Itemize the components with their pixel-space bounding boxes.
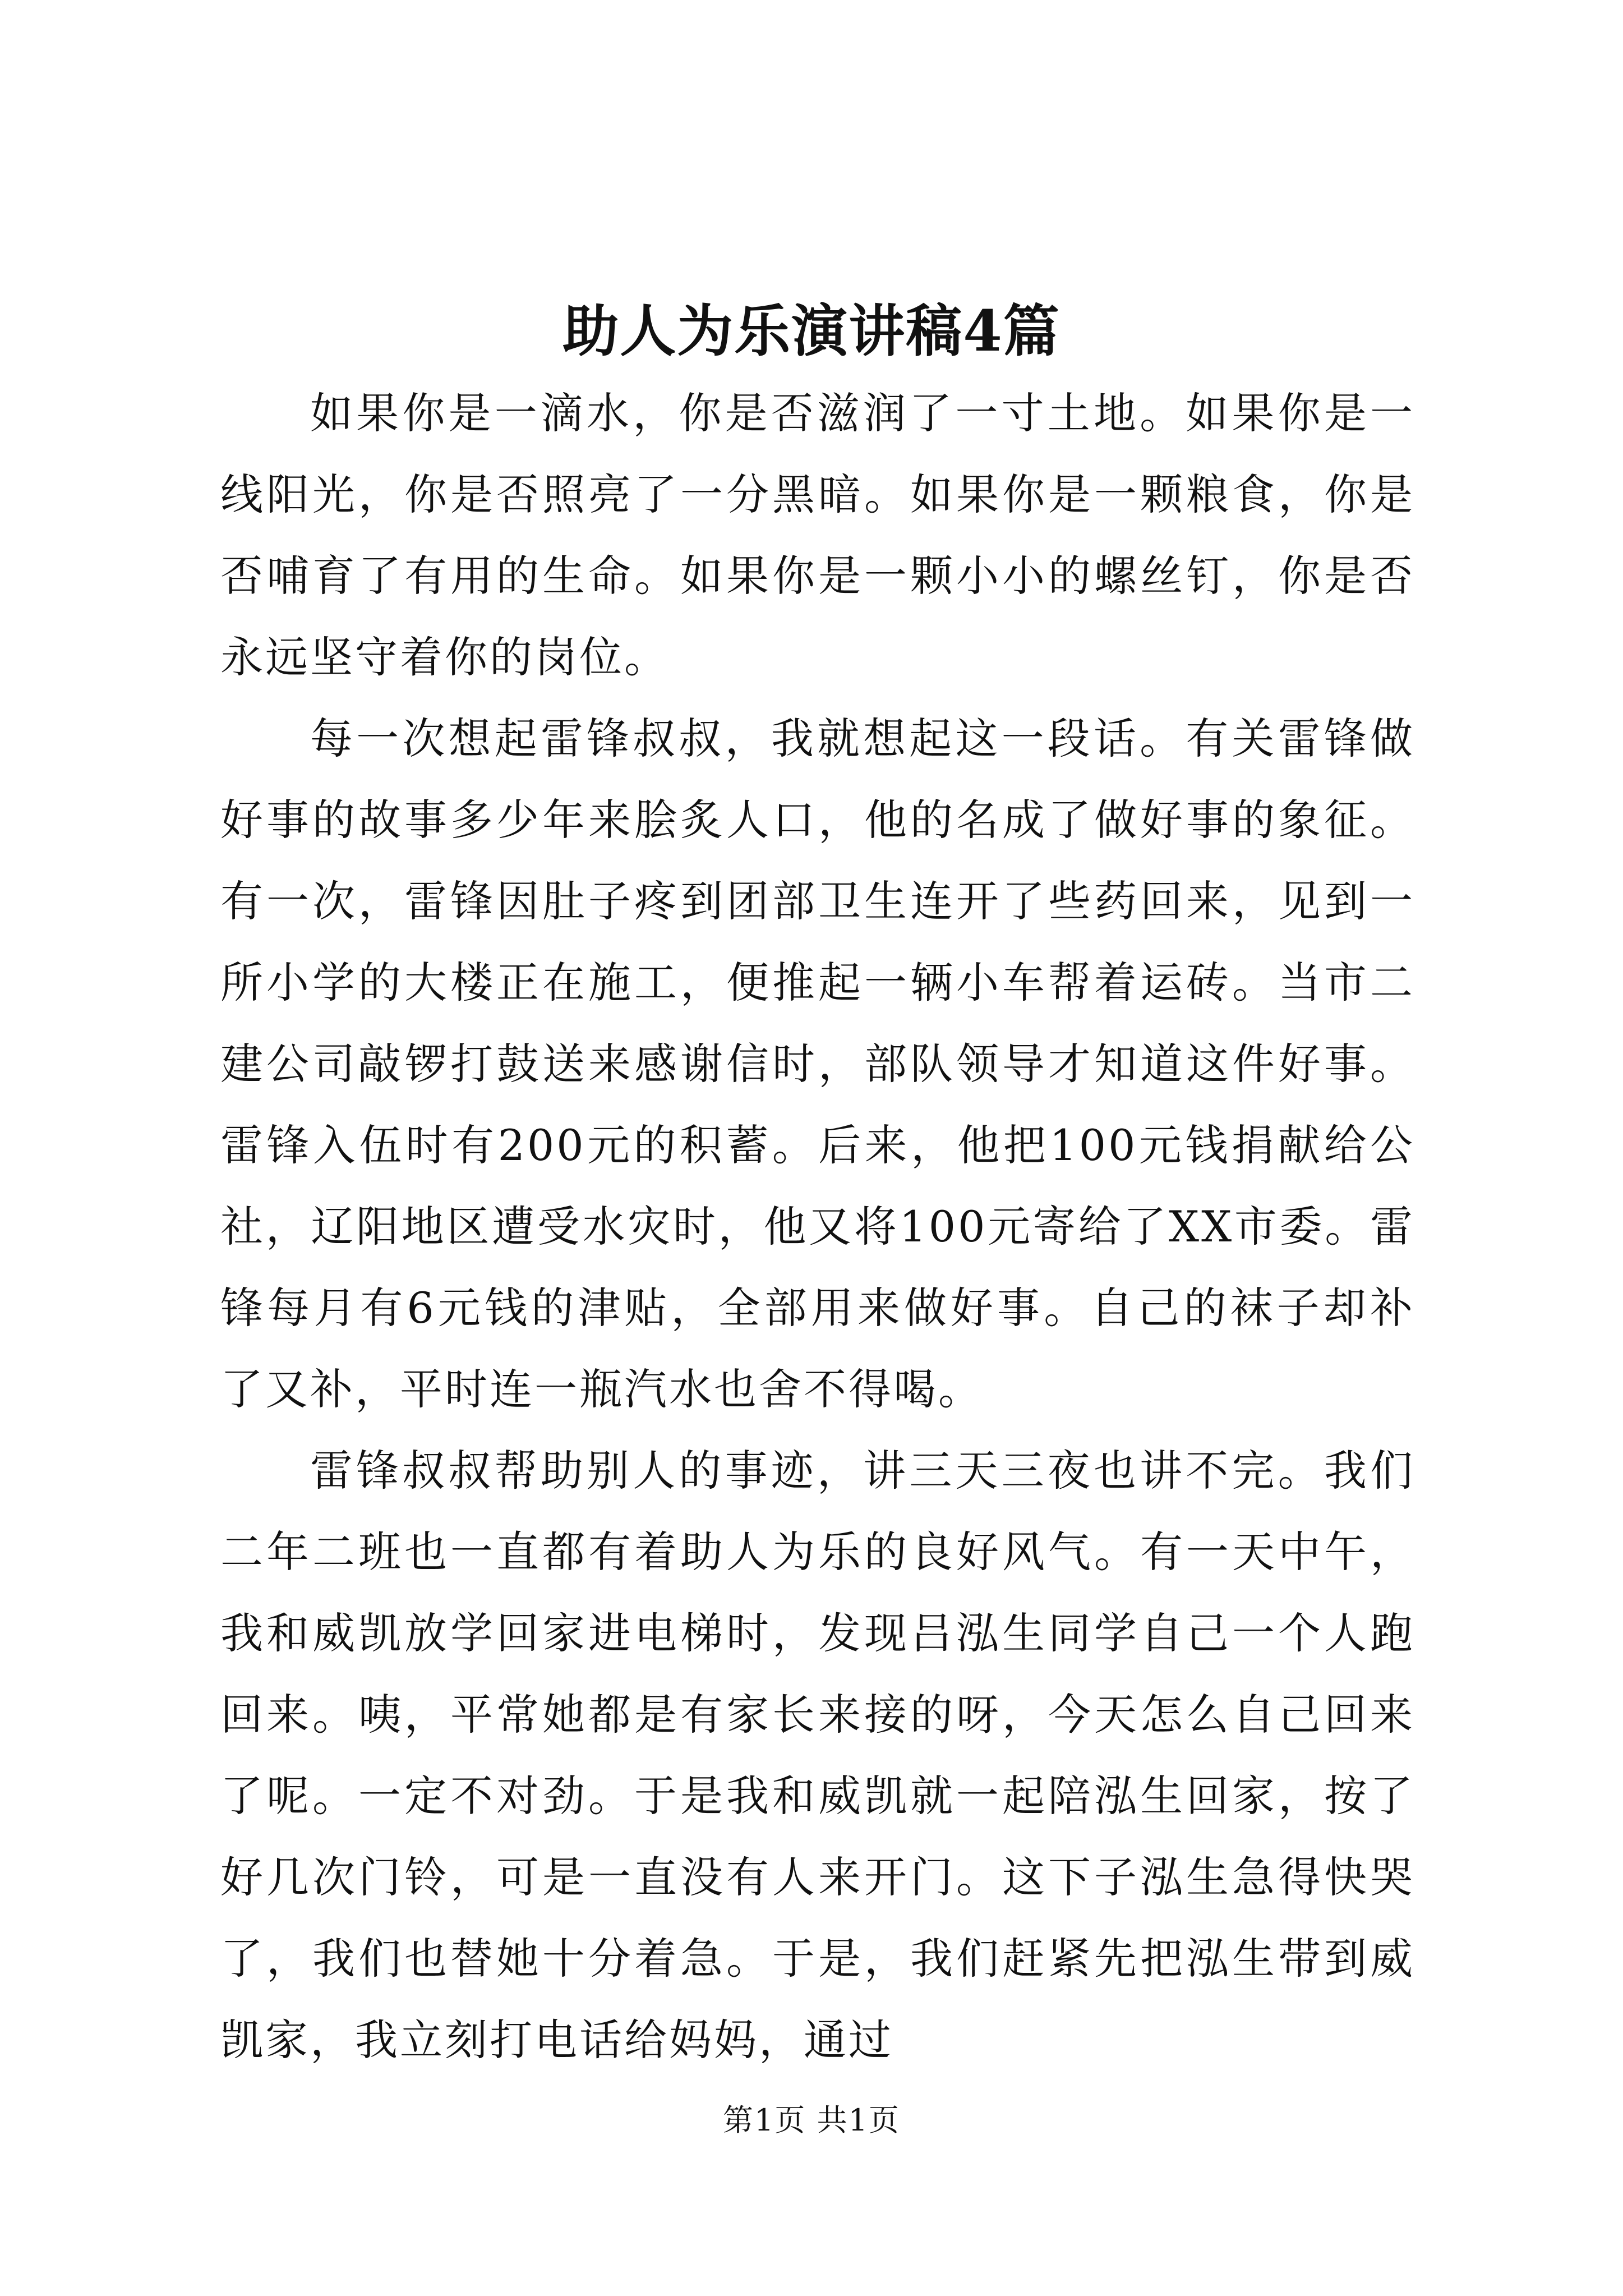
paragraph-1: 如果你是一滴水，你是否滋润了一寸土地。如果你是一线阳光，你是否照亮了一分黑暗。如果你是一颗粮食，你是否哺育了有用的生命。如果你是一颗小小的螺丝钉，你是否永远坚守着你的岗位。 — [220, 388, 1415, 682]
page-footer: 第1页 共1页 — [723, 2102, 900, 2138]
document-title: 助人为乐演讲稿4篇 — [562, 298, 1061, 364]
paragraph-3: 雷锋叔叔帮助别人的事迹，讲三天三夜也讲不完。我们二年二班也一直都有着助人为乐的良好风气。有一天中午，我和威凯放学回家进电梯时，发现吕泓生同学自己一个人跑回来。咦，平常她都是有家长来接的呀，今天怎么自己回来了呢。一定不对劲。于是我和威凯就一起陪泓生回家，按了好几次门铃，可是一直没有人来开门。这下子泓生急得快哭了，我们也替她十分着急。于是，我们赶紧先把泓生带到威凯家，我立刻打电话给妈妈，通过 — [220, 1446, 1415, 2065]
paragraph-2: 每一次想起雷锋叔叔，我就想起这一段话。有关雷锋做好事的故事多少年来脍炙人口，他的名成了做好事的象征。有一次，雷锋因肚子疼到团部卫生连开了些药回来，见到一所小学的大楼正在施工，便推起一辆小车帮着运砖。当市二建公司敲锣打鼓送来感谢信时，部队领导才知道这件好事。雷锋入伍时有200元的积蓄。后来，他把100元钱捐献给公社，辽阳地区遭受水灾时，他又将100元寄给了XX市委。雷锋每月有6元钱的津贴，全部用来做好事。自己的袜子却补了又补，平时连一瓶汽水也舍不得喝。 — [220, 714, 1415, 1414]
document-body — [220, 372, 1415, 2081]
